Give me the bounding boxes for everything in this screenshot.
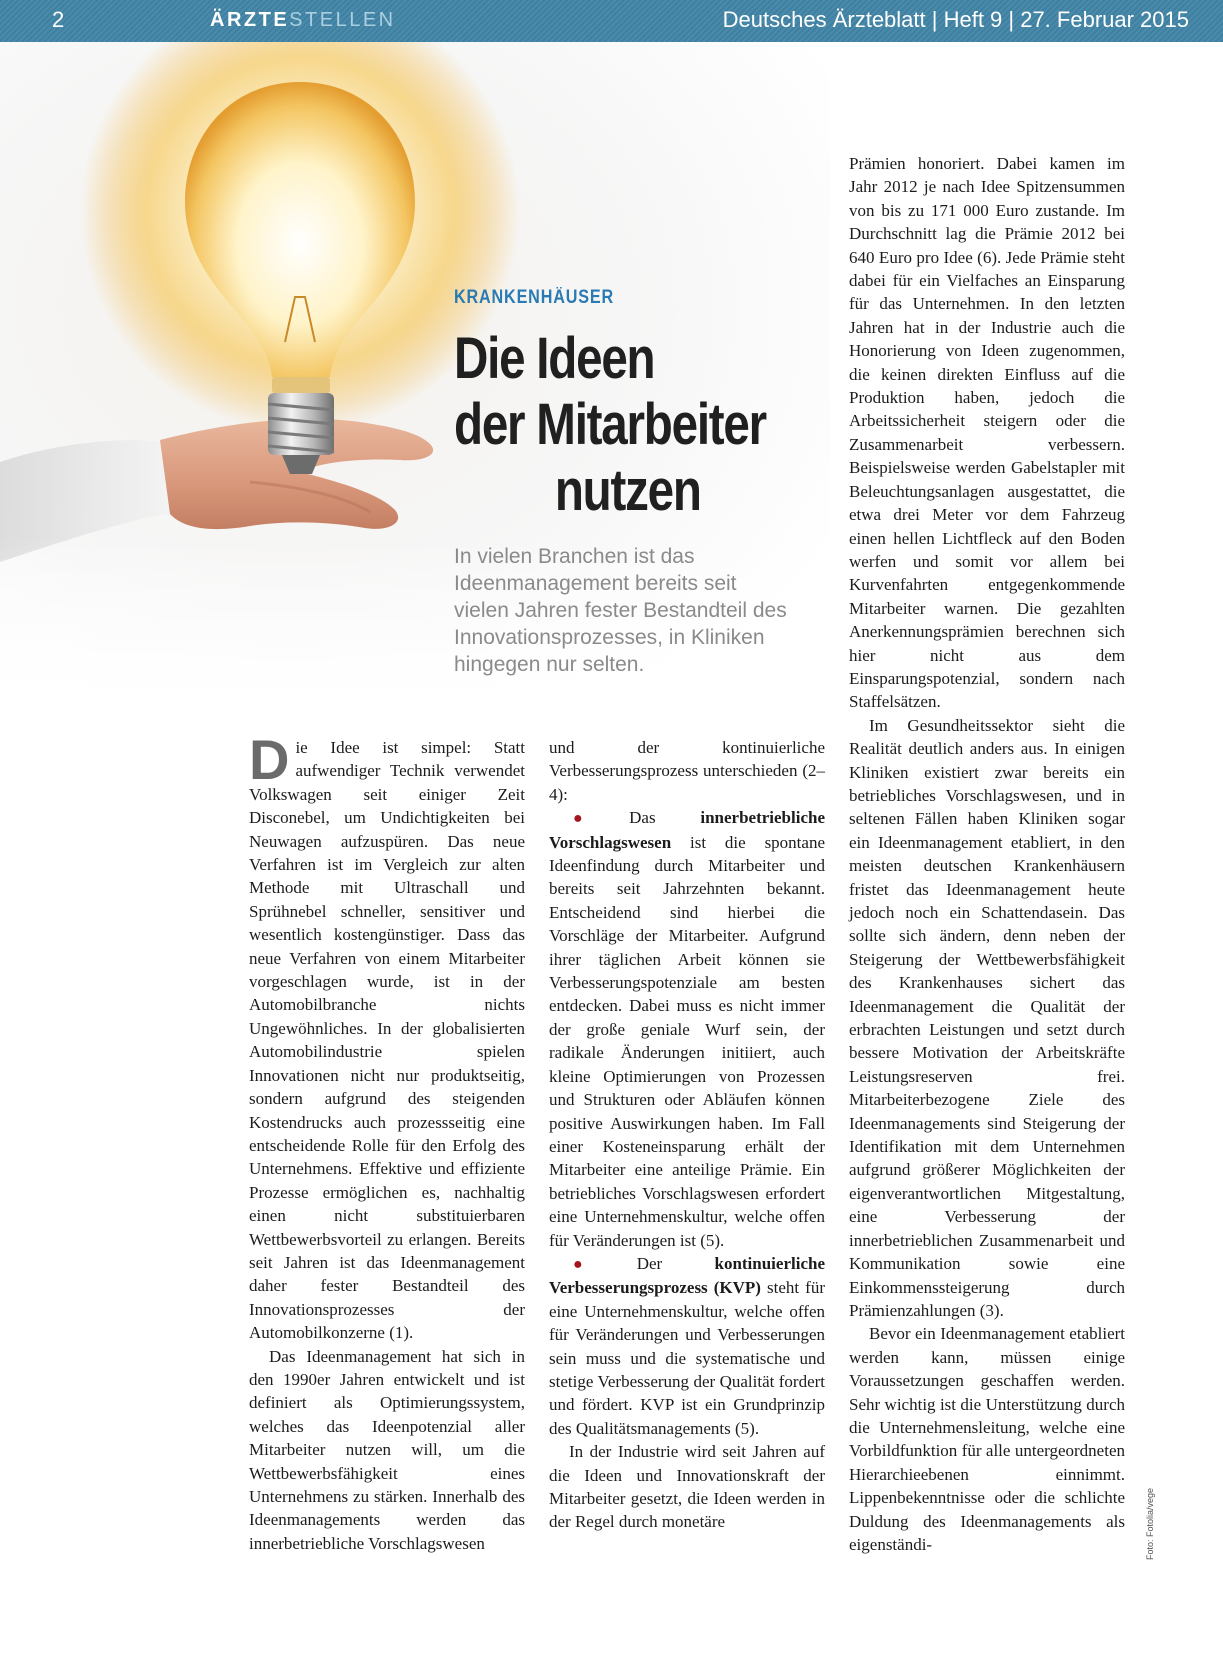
headline-line-1: Die Ideen bbox=[454, 326, 655, 391]
headline-line-3: nutzen bbox=[554, 458, 701, 523]
article-lead: In vielen Branchen ist das Ideenmanagement bereits seit vielen Jahren fester Bestandteil des Innovationsprozesses, in Kliniken hingegen nur selten. bbox=[454, 545, 787, 676]
bullet-kvp bbox=[549, 1252, 825, 1440]
header-band bbox=[0, 0, 1223, 42]
text-column-3 bbox=[849, 152, 1125, 1556]
section-name bbox=[210, 9, 396, 32]
paragraph-intro-text: ie Idee ist simpel: Statt aufwendiger Technik verwendet Volkswagen seit einiger Zeit Disconebel, um Undichtigkeiten bei Neuwagen aufzuspüren. Das neue Verfahren ist im Vergleich zur alten Methode mit Ultraschall und Sprühnebel schneller, sensitiver und wesentlich kostengünstiger. Dass das neue Verfahren von einem Mitarbeiter vorgeschlagen wurde, ist in der Automobilbranche nichts Ungewöhnliches. In der globalisierten Automobilindustrie spielen Innovationen nicht nur produktseitig, sondern aufgrund des steigenden Kostendrucks auch prozessseitig eine entscheidende Rolle für den Erfolg des Unternehmens. Effektive und effiziente Prozesse ermöglichen es, nachhaltig einen nicht substituierbaren Wettbewerbsvorteil zu erlangen. Bereits seit Jahren ist das Ideenmanagement daher fester Bestandteil des Innovationsprozesses der Automobilkonzerne (1). bbox=[249, 738, 525, 1343]
bullet-2-text: steht für eine Unternehmenskultur, welche offen für Veränderungen und Verbesserungen sein muss und die systematische und stetige Verbesserung der Qualität fordert und fördert. KVP ist ein Grundprinzip des Qualitätsmanagements (5). bbox=[549, 1278, 825, 1438]
article-headline bbox=[454, 326, 798, 524]
bullet-1-text: ist die spontane Ideenfindung durch Mitarbeiter und bereits seit Jahrzehnten bekannt. Entscheidend sind hierbei die Vorschläge der Mitarbeiter. Aufgrund ihrer täglichen Arbeit können sie Verbesserungspotenziale am besten entdecken. Dabei muss es nicht immer der große geniale Wurf sein, der radikale Änderungen initiiert, auch kleine Optimierungen von Prozessen und Strukturen oder Abläufen können positive Auswirkungen haben. Im Fall einer Kosteneinsparung erhält der Mitarbeiter eine anteilige Prämie. Ein betriebliches Vorschlagswesen erfordert eine Unternehmenskultur, welche offen für Veränderungen ist (5). bbox=[549, 832, 825, 1250]
headline-line-2: der Mitarbeiter bbox=[454, 392, 766, 457]
drop-cap: D bbox=[249, 728, 290, 791]
paragraph-industry: In der Industrie wird seit Jahren auf die Ideen und Innovationskraft der Mitarbeiter gesetzt, die Ideen werden in der Regel durch monetäre bbox=[549, 1442, 825, 1532]
article-kicker: KRANKENHÄUSER bbox=[454, 287, 614, 308]
photo-credit: Foto: Fotolia/vege bbox=[1145, 1487, 1155, 1560]
section-name-part1: ÄRZTE bbox=[210, 9, 290, 31]
paragraph-intro bbox=[249, 728, 525, 1345]
text-column-2 bbox=[549, 736, 825, 1534]
paragraph-prerequisites: Bevor ein Ideenmanagement etabliert werden kann, müssen einige Voraussetzungen geschaffen werden. Sehr wichtig ist die Unterstützung durch die Unternehmensleitung, welche eine Vorbildfunktion für alle untergeordneten Hierarchieebenen einnimmt. Lippenbekenntnisse oder die schlichte Duldung des Ideenmanagements als eigenständi- bbox=[849, 1324, 1125, 1554]
paragraph-health-sector: Im Gesundheitssektor sieht die Realität deutlich anders aus. In einigen Kliniken existiert zwar bereits ein betriebliches Vorschlagswesen, und in seltenen Fällen haben Kliniken sogar ein Ideenmanagement etabliert, in den meisten deutschen Krankenhäusern fristet das Ideenmanagement heute jedoch noch ein Schattendasein. Das sollte sich ändern, denn neben der Steigerung der Wettbewerbsfähigkeit des Krankenhauses sichert das Ideenmanagement die Qualität der erbrachten Leistungen und setzt durch bessere Motivation der Arbeitskräfte Leistungsreserven frei. Mitarbeiterbezogene Ziele des Ideenmanagements sind Steigerung der Identifikation mit dem Unternehmen aufgrund größerer Möglichkeiten der eigenverantwortlichen Mitgestaltung, eine Verbesserung der innerbetrieblichen Zusammenarbeit und Kommunikation sowie eine Einkommenssteigerung durch Prämienzahlungen (3). bbox=[849, 715, 1125, 1320]
bullet-icon: ● bbox=[573, 810, 624, 828]
paragraph-industry-cont: Prämien honoriert. Dabei kamen im Jahr 2012 je nach Idee Spitzensummen von bis zu 171 000 Euro zustande. Im Durchschnitt lag die Prämie 2012 bei 640 Euro pro Idee (6). Jede Prämie steht dabei für ein Vielfaches an Einsparung für das Unternehmen. In den letzten Jahren hat in der Industrie auch die Honorierung von Ideen zugenommen, die keinen direkten Einfluss auf die Produktion haben, jedoch die Arbeitssicherheit steigern oder die Zusammenarbeit verbessern. Beispielsweise werden Gabelstapler mit Beleuchtungsanlagen ausgestattet, die etwa drei Meter vor dem Fahrzeug einen hellen Lichtfleck auf den Boden werfen und somit vor allem bei Kurvenfahrten entgegenkommende Mitarbeiter warnen. Die gezahlten Anerkennungsprämien berechnen sich hier nicht aus dem Einsparungspotenzial, sondern nach Staffelsätzen. bbox=[849, 154, 1125, 712]
bullet-2-term: kontinuierliche Verbesserungsprozess (KVP) bbox=[549, 1253, 825, 1298]
paragraph-definition: Das Ideenmanagement hat sich in den 1990er Jahren entwickelt und ist definiert als Optimierungssystem, welches das Ideenpotenzial aller Mitarbeiter nutzen will, um die Wettbewerbsfähigkeit eines Unternehmens zu stärken. Innerhalb des Ideenmanagements werden das innerbetriebliche Vorschlagswesen bbox=[249, 1346, 525, 1553]
issue-line: Deutsches Ärzteblatt | Heft 9 | 27. Februar 2015 bbox=[722, 7, 1189, 32]
bullet-2-lead-in: Der bbox=[636, 1253, 715, 1273]
bullet-1-term: innerbetriebliche Vorschlagswesen bbox=[549, 808, 825, 852]
section-name-part2: STELLEN bbox=[289, 9, 396, 31]
bullet-icon: ● bbox=[573, 1255, 631, 1273]
text-column-1 bbox=[249, 728, 525, 1555]
bullet-1-lead-in: Das bbox=[629, 808, 701, 828]
paragraph-definition-cont: und der kontinuierliche Verbesserungsprozess unterschieden (2–4): bbox=[549, 738, 825, 804]
page-number: 2 bbox=[52, 7, 65, 32]
bullet-vorschlagswesen bbox=[549, 806, 825, 1252]
